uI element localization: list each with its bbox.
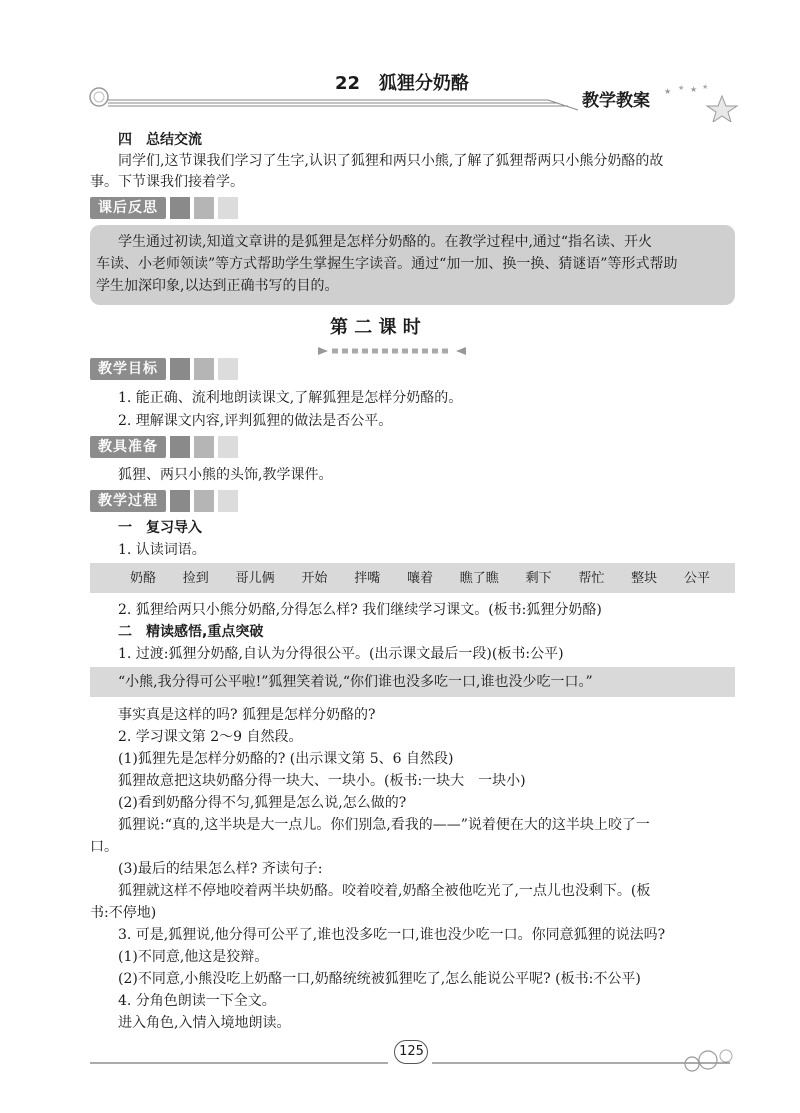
part2-s3b: (2)不同意,小熊没吃上奶酪一口,奶酪统统被狐狸吃了,怎么能说公平呢? (板书:不公平) (118, 971, 641, 987)
part2-s2c-answer-1: 狐狸就这样不停地咬着两半块奶酪。咬着咬着,奶酪全被他吃光了,一点儿也没剩下。(板 (118, 883, 651, 899)
summary-line-1: 同学们,这节课我们学习了生字,认识了狐狸和两只小熊,了解了狐狸帮两只小熊分奶酪的故 (118, 153, 664, 169)
part2-s2a: (1)狐狸先是怎样分奶酪的? (出示课文第 5、6 自然段) (118, 751, 454, 767)
goals-label: 教学目标 (90, 358, 166, 380)
reflection-line-2: 车读、小老师领读”等方式帮助学生掌握生字读音。通过“加一加、换一换、猜谜语”等形式帮助 (96, 256, 678, 272)
materials-text: 狐狸、两只小熊的头饰,教学课件。 (118, 467, 333, 483)
goals-header (90, 358, 238, 380)
decor-square (194, 436, 214, 458)
lesson-title: 狐狸分奶酪 (378, 73, 469, 94)
decor-square (194, 358, 214, 380)
decor-square (170, 436, 190, 458)
footer-bubbles-icon (682, 1046, 742, 1076)
process-header (90, 490, 238, 512)
decor-square (218, 436, 238, 458)
part2-s2b-answer-2: 口。 (90, 839, 118, 855)
word-item: 捡到 (182, 571, 209, 586)
word-item: 奶酪 (130, 571, 157, 586)
reflection-header (90, 197, 238, 219)
summary-line-2: 事。下节课我们接着学。 (90, 174, 244, 190)
header-tag: 教学教案 (582, 91, 650, 111)
part2-s2c-answer-2: 书:不停地) (90, 905, 157, 921)
word-item: 剩下 (525, 571, 552, 586)
goal-item: 1. 能正确、流利地朗读课文,了解狐狸是怎样分奶酪的。 (118, 390, 463, 406)
svg-text:★: ★ (664, 87, 672, 96)
word-item: 拌嘴 (354, 571, 381, 586)
part1-step1: 1. 认读词语。 (118, 542, 206, 558)
part2-s2c: (3)最后的结果怎么样? 齐读句子: (118, 861, 323, 877)
word-item: 嚷着 (406, 571, 433, 586)
part2-step1: 1. 过渡:狐狸分奶酪,自认为分得很公平。(出示课文最后一段)(板书:公平) (118, 646, 564, 662)
part2-s2a-answer: 狐狸故意把这块奶酪分得一块大、一块小。(板书:一块大 一块小) (118, 773, 526, 789)
header-rule (108, 96, 578, 102)
quote-text: “小熊,我分得可公平啦!”狐狸笑着说,“你们谁也没多吃一口,谁也没少吃一口。” (118, 674, 593, 690)
decor-square (170, 490, 190, 512)
decor-square (170, 358, 190, 380)
part2-step2: 2. 学习课文第 2～9 自然段。 (118, 729, 303, 745)
part2-s3a: (1)不同意,他这是狡辩。 (118, 949, 269, 965)
decor-square (170, 197, 190, 219)
process-label: 教学过程 (90, 490, 166, 512)
star-decoration-icon (660, 82, 740, 122)
part1-step2: 2. 狐狸给两只小熊分奶酪,分得怎么样? 我们继续学习课文。(板书:狐狸分奶酪) (118, 602, 602, 618)
second-lesson-title: 第 二 课 时 (330, 317, 421, 338)
word-item: 公平 (683, 571, 710, 586)
part2-s2b-answer-1: 狐狸说:“真的,这半块是大一点儿。你们别急,看我的——”说着便在大的这半块上咬了一 (118, 817, 650, 833)
word-item: 整块 (631, 571, 658, 586)
materials-header (90, 436, 238, 458)
word-item: 开始 (301, 571, 328, 586)
word-item: 瞧了瞧 (459, 571, 499, 586)
part2-s4a: 进入角色,入情入境地朗读。 (118, 1015, 291, 1031)
decor-square (194, 197, 214, 219)
svg-text:★: ★ (690, 85, 698, 94)
part2-step4: 4. 分角色朗读一下全文。 (118, 993, 276, 1009)
lesson-heading (335, 72, 469, 96)
decor-square (218, 358, 238, 380)
part2-q1: 事实真是这样的吗? 狐狸是怎样分奶酪的? (118, 707, 376, 723)
decor-square (218, 197, 238, 219)
reflection-label: 课后反思 (90, 197, 166, 219)
title-dash-decoration (318, 342, 466, 354)
goal-item: 2. 理解课文内容,评判狐狸的做法是否公平。 (118, 413, 393, 429)
decor-square (218, 490, 238, 512)
part2-s2b: (2)看到奶酪分得不匀,狐狸是怎么说,怎么做的? (118, 795, 407, 811)
part2-step3: 3. 可是,狐狸说,他分得可公平了,谁也没多吃一口,谁也没少吃一口。你同意狐狸的说法吗? (118, 927, 666, 943)
materials-label: 教具准备 (90, 436, 166, 458)
part1-heading: 一 复习导入 (118, 520, 202, 536)
header-ring-icon (88, 86, 110, 108)
reflection-line-3: 学生加深印象,以达到正确书写的目的。 (96, 278, 339, 294)
page-number: 125 (399, 1044, 424, 1059)
lesson-number: 22 (335, 73, 361, 94)
summary-heading: 四 总结交流 (118, 132, 202, 148)
part2-heading: 二 精读感悟,重点突破 (118, 624, 264, 640)
decor-square (194, 490, 214, 512)
word-item: 哥儿俩 (235, 571, 275, 586)
svg-text:★: ★ (678, 84, 685, 92)
reflection-line-1: 学生通过初读,知道文章讲的是狐狸是怎样分奶酪的。在教学过程中,通过“指名读、开火 (118, 234, 653, 250)
svg-text:★: ★ (702, 83, 709, 91)
word-list (130, 569, 710, 589)
word-item: 帮忙 (578, 571, 605, 586)
